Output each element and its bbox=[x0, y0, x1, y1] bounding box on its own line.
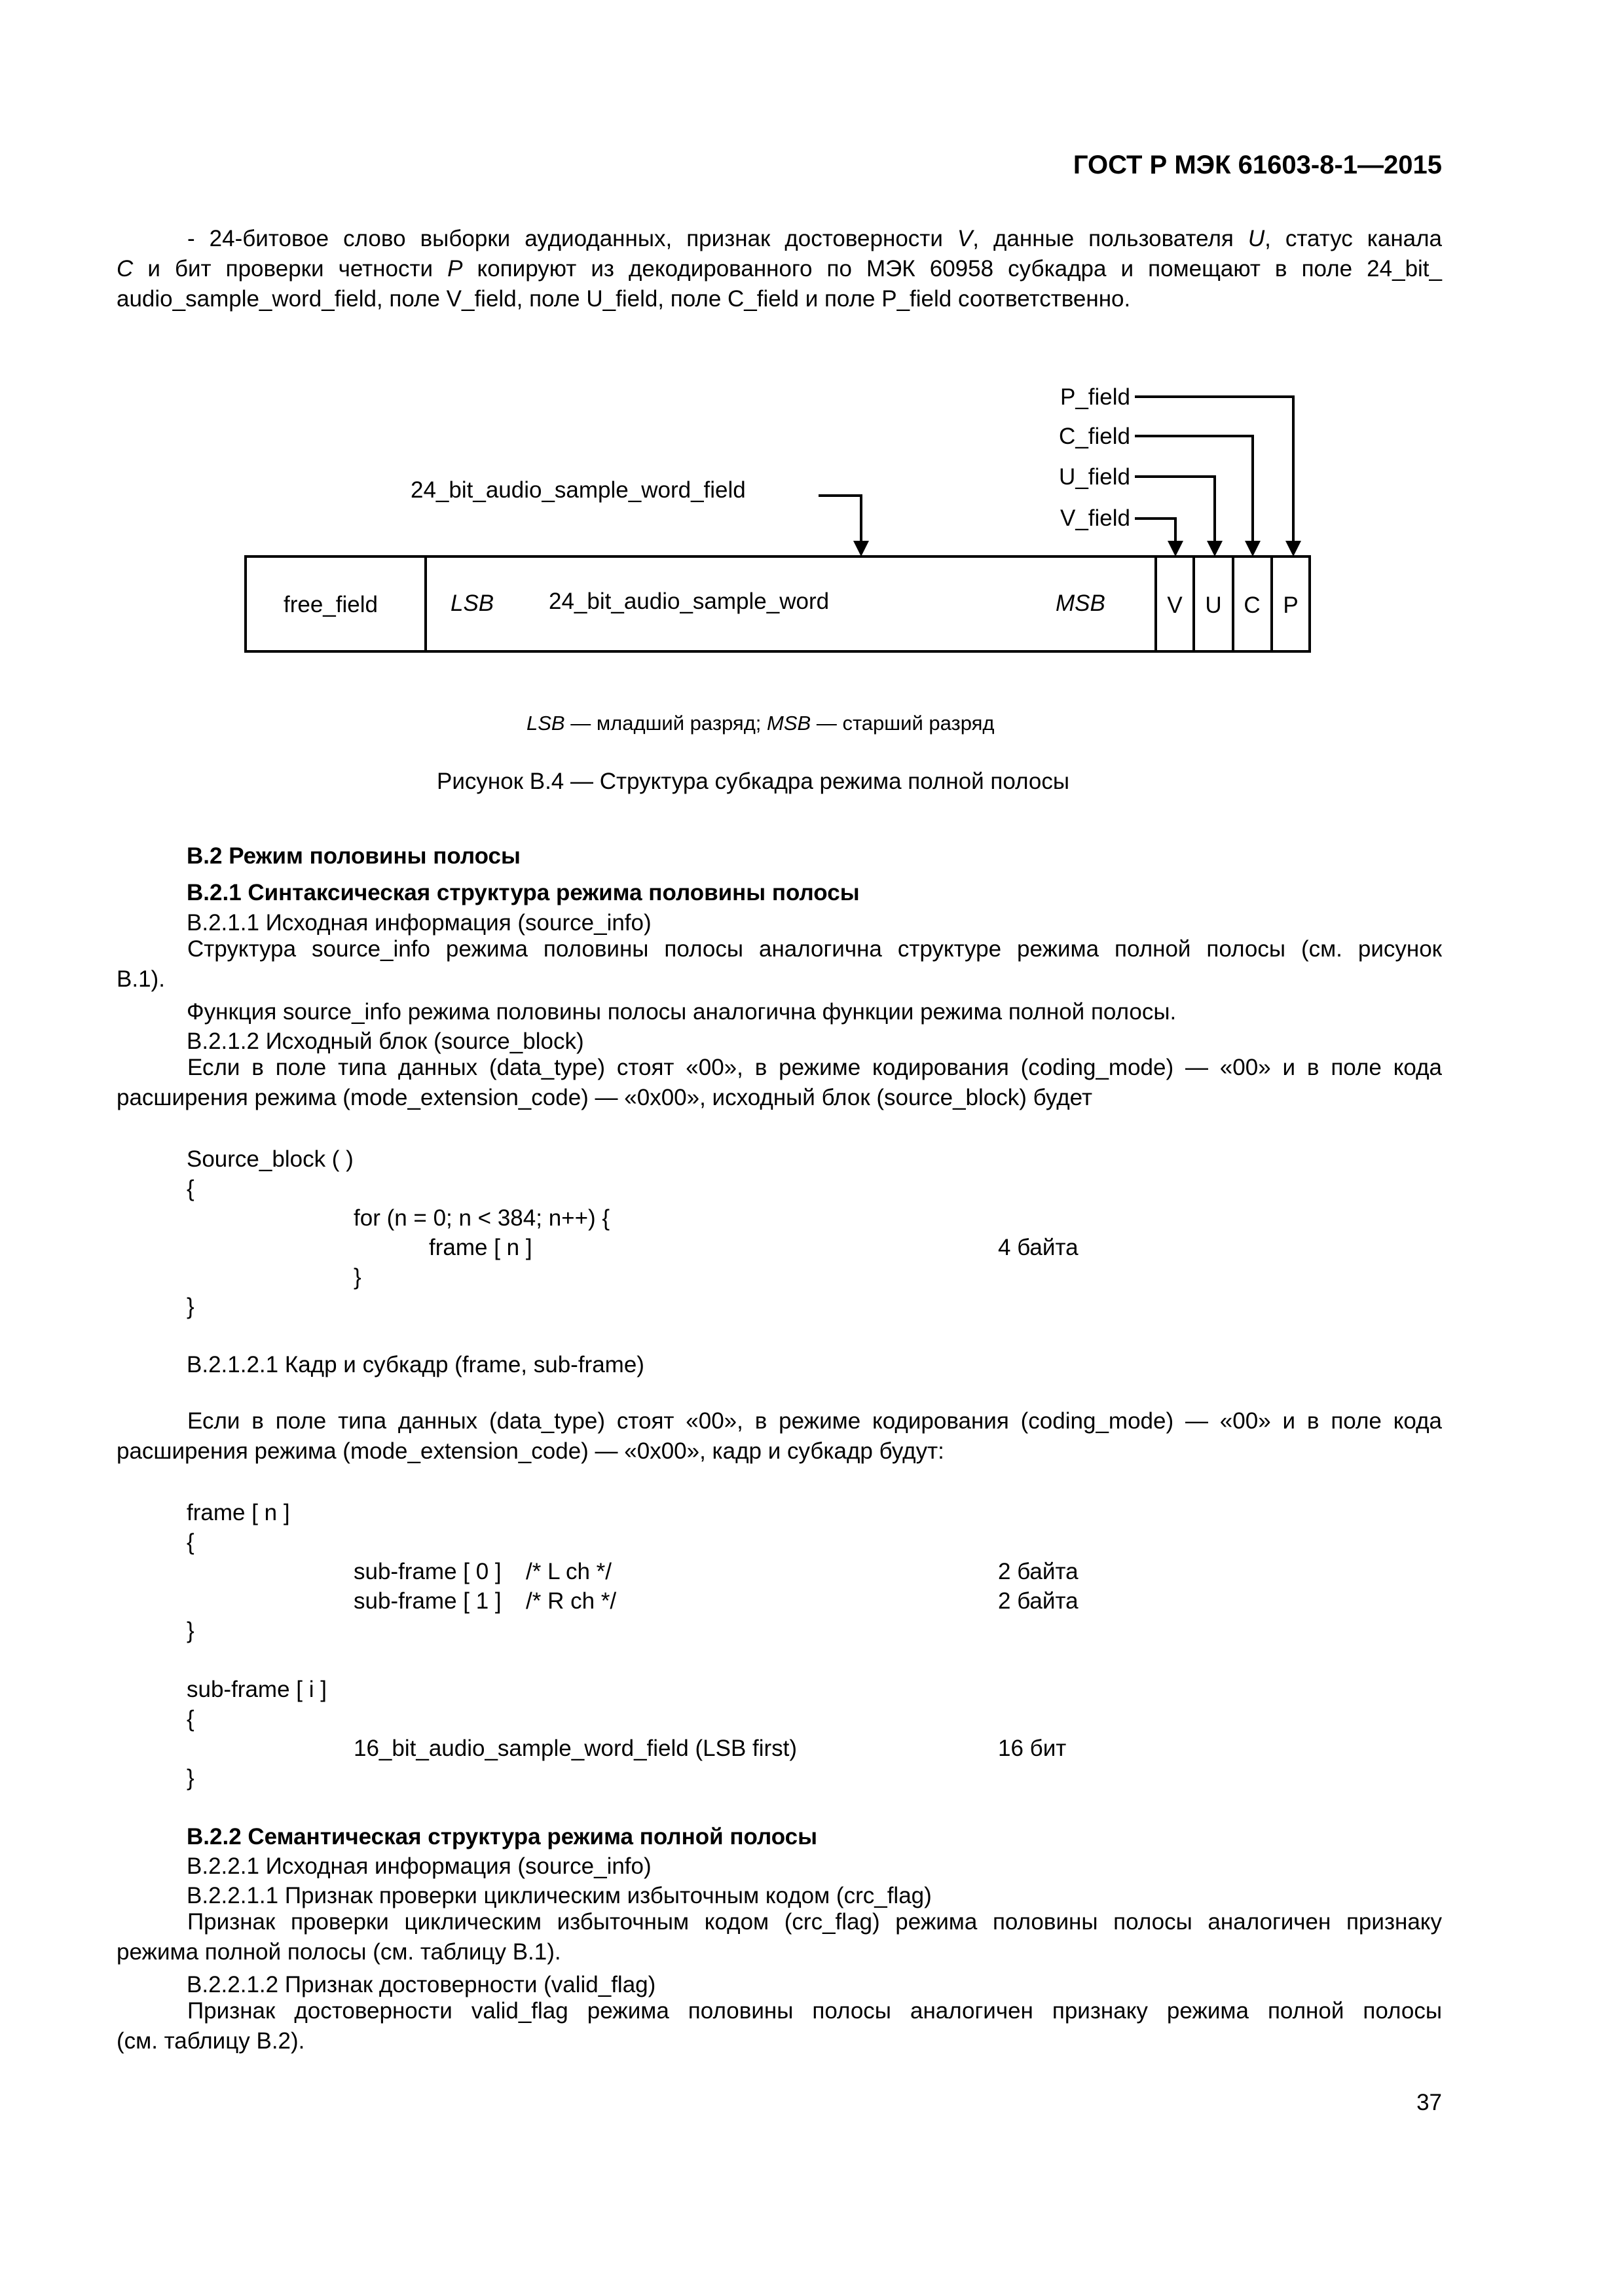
section-b2212-title: В.2.2.1.2 Признак достоверности (valid_flag) bbox=[187, 1972, 656, 1997]
v-field-label: V_field bbox=[1060, 505, 1130, 531]
code1-head: Source_block ( ) bbox=[187, 1146, 354, 1172]
code2-head: frame [ n ] bbox=[187, 1500, 290, 1525]
v-cell: V bbox=[1167, 592, 1183, 618]
p-cell: P bbox=[1283, 592, 1299, 618]
word-leader bbox=[819, 496, 861, 545]
section-b211-title: В.2.1.1 Исходная информация (source_info) bbox=[187, 910, 652, 936]
code2-subframe-0-size: 2 байта bbox=[998, 1559, 1079, 1584]
paragraph-function: Функция source_info режима половины полосы аналогична функции режима полной полосы. bbox=[187, 999, 1177, 1025]
p-field-label: P_field bbox=[1060, 384, 1130, 410]
code2-subframe-0: sub-frame [ 0 ] bbox=[354, 1559, 502, 1584]
page-number: 37 bbox=[1416, 2090, 1442, 2115]
code2-subframe-0-comment: /* L ch */ bbox=[526, 1559, 612, 1584]
section-b221-title: В.2.2.1 Исходная информация (source_info) bbox=[187, 1853, 652, 1879]
u-cell: U bbox=[1205, 592, 1222, 618]
code2-close: } bbox=[187, 1618, 194, 1643]
u-arrow bbox=[1207, 541, 1223, 556]
c-field-label: C_field bbox=[1059, 424, 1130, 449]
word-arrow bbox=[853, 541, 869, 556]
lsb-cell: LSB bbox=[451, 591, 494, 616]
c-leader bbox=[1135, 436, 1253, 545]
figure-caption: Рисунок В.4 — Структура субкадра режима полной полосы bbox=[437, 769, 1070, 794]
section-b22-title: В.2.2 Семантическая структура режима полной полосы bbox=[187, 1824, 818, 1850]
code3-head: sub-frame [ i ] bbox=[187, 1677, 327, 1702]
figure-legend: LSB — младший разряд; MSB — старший разряд bbox=[526, 712, 995, 735]
document-header: ГОСТ Р МЭК 61603-8-1—2015 bbox=[1073, 151, 1442, 179]
intro-line-1: - 24-битовое слово выборки аудиоданных, признак достоверности V, данные пользователя U, статус канала bbox=[187, 226, 1443, 251]
intro-line-3: audio_sample_word_field, поле V_field, поле U_field, поле C_field и поле P_field соответственно. bbox=[117, 286, 1131, 312]
c-arrow bbox=[1245, 541, 1261, 556]
code3-field: 16_bit_audio_sample_word_field (LSB first) bbox=[354, 1736, 798, 1761]
word-cell: 24_bit_audio_sample_word bbox=[549, 589, 830, 614]
u-leader bbox=[1135, 477, 1215, 545]
code3-size: 16 бит bbox=[998, 1736, 1067, 1761]
p-arrow bbox=[1285, 541, 1301, 556]
code2-open: { bbox=[187, 1529, 194, 1555]
msb-cell: MSB bbox=[1056, 591, 1105, 616]
u-field-label: U_field bbox=[1059, 464, 1130, 490]
code1-open: { bbox=[187, 1176, 194, 1201]
code1-frame-size: 4 байта bbox=[998, 1235, 1079, 1260]
code2-subframe-1-size: 2 байта bbox=[998, 1588, 1079, 1614]
diagram-arrowheads bbox=[853, 541, 1301, 556]
section-b2211-title: В.2.2.1.1 Признак проверки циклическим избыточным кодом (crc_flag) bbox=[187, 1883, 932, 1908]
code2-subframe-1-comment: /* R ch */ bbox=[526, 1588, 617, 1614]
intro-line-2: C и бит проверки четности P копируют из декодированного по МЭК 60958 субкадра и помещают в поле 24_bit_ bbox=[117, 256, 1443, 282]
paragraph-source-block: Если в поле типа данных (data_type) стоят «00», в режиме кодирования (coding_mode) — «00» и в поле кода расширения режима (mode_extension_code) — «0x00», исходный блок (source_block) будет bbox=[117, 1055, 1442, 1110]
c-cell: C bbox=[1244, 592, 1261, 618]
code3-open: { bbox=[187, 1706, 194, 1732]
v-arrow bbox=[1168, 541, 1183, 556]
code3-close: } bbox=[187, 1765, 194, 1791]
subframe-box bbox=[246, 556, 1310, 651]
code1-close: } bbox=[187, 1294, 194, 1319]
word-field-label: 24_bit_audio_sample_word_field bbox=[411, 477, 746, 503]
v-leader bbox=[1135, 519, 1175, 545]
paragraph-frame: Если в поле типа данных (data_type) стоят «00», в режиме кодирования (coding_mode) — «00» и в поле кода расширения режима (mode_extension_code) — «0x00», кадр и субкадр будут: bbox=[117, 1408, 1442, 1464]
section-b212-title: В.2.1.2 Исходный блок (source_block) bbox=[187, 1029, 584, 1054]
diagram-lines bbox=[246, 397, 1310, 651]
free-field-cell: free_field bbox=[284, 592, 378, 617]
p-leader bbox=[1135, 397, 1293, 545]
code1-inner-close: } bbox=[354, 1264, 361, 1290]
section-b2-title: В.2 Режим половины полосы bbox=[187, 843, 521, 869]
paragraph-source-info: Структура source_info режима половины полосы аналогична структуре режима полной полосы (см. рисунок В.1). bbox=[117, 936, 1442, 992]
paragraph-crc-flag: Признак проверки циклическим избыточным кодом (crc_flag) режима половины полосы аналогичен признаку режима полной полосы (см. таблицу В.1). bbox=[117, 1909, 1442, 1965]
code2-subframe-1: sub-frame [ 1 ] bbox=[354, 1588, 502, 1614]
section-b21-title: В.2.1 Синтаксическая структура режима половины полосы bbox=[187, 880, 860, 905]
code1-for: for (n = 0; n < 384; n++) { bbox=[354, 1205, 610, 1231]
paragraph-valid-flag: Признак достоверности valid_flag режима половины полосы аналогичен признаку режима полной полосы (см. таблицу В.2). bbox=[117, 1998, 1442, 2054]
code1-frame: frame [ n ] bbox=[429, 1235, 532, 1260]
intro-paragraph bbox=[117, 224, 1442, 314]
section-b2121-title: В.2.1.2.1 Кадр и субкадр (frame, sub-frame) bbox=[187, 1352, 644, 1377]
